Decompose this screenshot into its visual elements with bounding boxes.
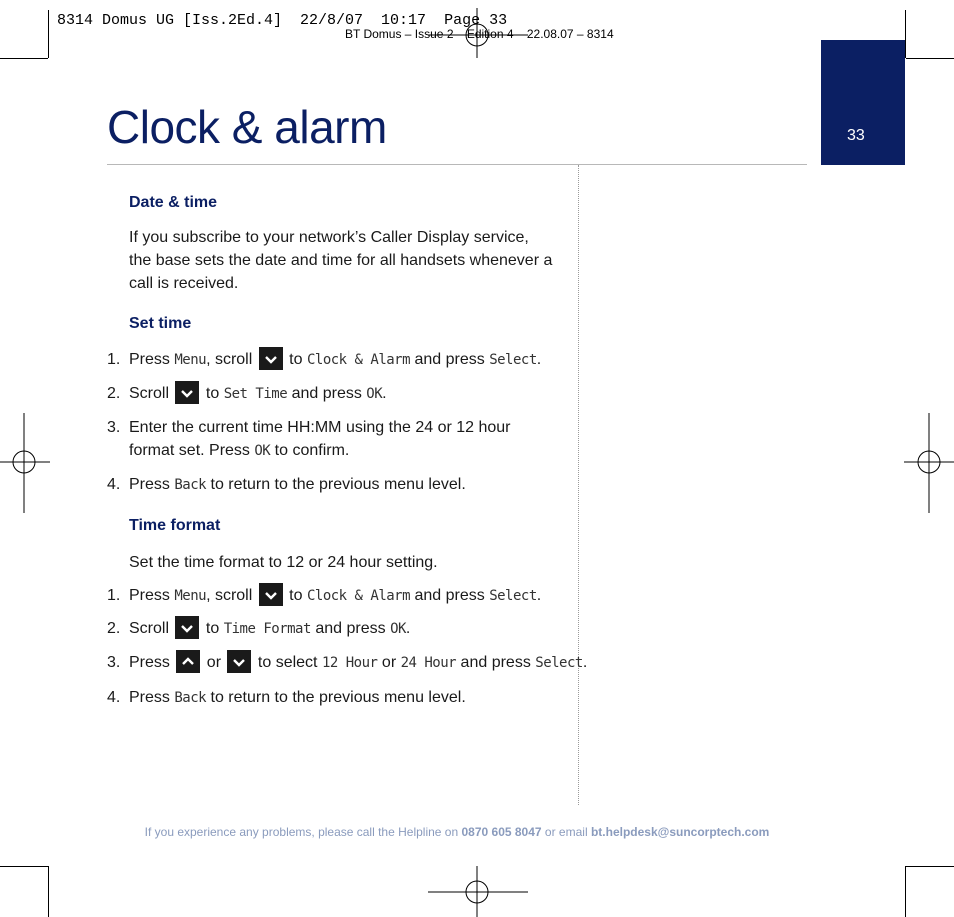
section-heading-date-time: Date & time: [129, 194, 218, 211]
step-text: Press: [129, 587, 175, 604]
step-text: and press: [410, 351, 490, 368]
ok-softkey: OK: [366, 386, 383, 402]
set-time-step-2: [107, 382, 387, 406]
section-heading-set-time: Set time: [129, 315, 192, 332]
menu-softkey: Menu: [174, 588, 207, 604]
step-text: Enter the current time HH:MM using the 24 or 12 hour: [129, 419, 511, 436]
menu-option: Time Format: [223, 621, 311, 637]
helpline-email: bt.helpdesk@suncorptech.com: [590, 825, 770, 839]
menu-softkey: Menu: [174, 352, 207, 368]
step-text: or: [377, 654, 401, 671]
time-format-intro: Set the time format to 12 or 24 hour setting.: [129, 554, 438, 571]
scroll-down-key-icon: [227, 650, 251, 673]
time-format-step-2: [107, 617, 411, 641]
step-text: Press: [129, 351, 175, 368]
scroll-down-key-icon: [259, 347, 283, 370]
step-text: to: [284, 587, 307, 604]
step-text: to return to the previous menu level.: [206, 476, 466, 493]
scroll-up-key-icon: [176, 650, 200, 673]
select-softkey: Select: [535, 655, 583, 671]
step-text: Scroll: [129, 620, 174, 637]
step-text: format set. Press: [129, 442, 255, 459]
registration-mark-bottom: [428, 866, 528, 917]
time-format-step-3: [107, 651, 588, 675]
step-number: 2.: [107, 620, 121, 637]
paragraph-line: call is received.: [129, 275, 239, 292]
step-number: 3.: [107, 654, 121, 671]
step-text: .: [536, 587, 542, 604]
step-text: Scroll: [129, 385, 174, 402]
step-text: and press: [456, 654, 536, 671]
menu-option: Clock & Alarm: [306, 588, 411, 604]
crop-mark: [906, 58, 954, 59]
set-time-step-4: [107, 473, 466, 497]
footer-text: or email: [541, 825, 591, 839]
step-text: to confirm.: [270, 442, 350, 459]
paragraph-line: the base sets the date and time for all handsets whenever a: [129, 252, 553, 269]
step-text: Press: [129, 476, 175, 493]
page-tab: [821, 40, 905, 165]
scroll-down-key-icon: [259, 583, 283, 606]
back-softkey: Back: [174, 477, 207, 493]
step-number: 1.: [107, 587, 121, 604]
crop-mark: [48, 866, 49, 917]
step-text: to: [201, 385, 224, 402]
step-text: to select: [253, 654, 322, 671]
step-text: .: [405, 620, 411, 637]
step-text: Press: [129, 654, 175, 671]
step-text: .: [382, 385, 387, 402]
helpline-phone: 0870 605 8047: [461, 825, 542, 839]
crop-mark: [0, 866, 48, 867]
column-divider: [578, 165, 579, 805]
date-time-paragraph: [129, 226, 552, 295]
option-12-hour: 12 Hour: [321, 655, 378, 671]
crop-mark: [905, 866, 906, 917]
scroll-down-key-icon: [175, 381, 199, 404]
ok-softkey: OK: [254, 443, 271, 459]
time-format-step-1: [107, 584, 542, 608]
step-text: or: [202, 654, 226, 671]
step-number: 4.: [107, 689, 121, 706]
step-text: to return to the previous menu level.: [206, 689, 466, 706]
select-softkey: Select: [489, 352, 537, 368]
step-number: 4.: [107, 476, 121, 493]
ok-softkey: OK: [390, 621, 406, 637]
menu-option: Clock & Alarm: [306, 352, 411, 368]
print-slug-secondary: BT Domus – Issue 2 – Edition 4 – 22.08.07 – 8314: [345, 27, 614, 41]
step-text: and press: [410, 587, 490, 604]
crop-mark: [0, 58, 48, 59]
time-format-step-4: [107, 686, 466, 710]
back-softkey: Back: [174, 690, 207, 706]
crop-mark: [48, 10, 49, 58]
crop-mark: [905, 10, 906, 58]
page-number: 33: [847, 127, 865, 144]
crop-mark: [906, 866, 954, 867]
menu-option: Set Time: [223, 386, 288, 402]
registration-mark-left: [0, 413, 50, 513]
step-text: Press: [129, 689, 175, 706]
section-heading-time-format: Time format: [129, 517, 221, 534]
step-text: to: [201, 620, 224, 637]
set-time-step-3: [107, 416, 511, 463]
set-time-step-1: [107, 348, 542, 372]
registration-mark-right: [904, 413, 954, 513]
select-softkey: Select: [489, 588, 537, 604]
paragraph-line: If you subscribe to your network’s Caller Display service,: [129, 229, 529, 246]
step-text: .: [582, 654, 588, 671]
step-text: to: [284, 351, 307, 368]
title-divider: [107, 164, 807, 165]
footer-helpline: [0, 825, 914, 839]
print-slug: 8314 Domus UG [Iss.2Ed.4] 22/8/07 10:17 Page 33: [57, 12, 508, 29]
step-text: , scroll: [206, 587, 257, 604]
step-text: and press: [310, 620, 391, 637]
step-number: 1.: [107, 351, 121, 368]
step-number: 3.: [107, 419, 121, 436]
step-text: and press: [287, 385, 367, 402]
step-text: , scroll: [206, 351, 257, 368]
step-text: .: [536, 351, 542, 368]
scroll-down-key-icon: [175, 616, 199, 639]
option-24-hour: 24 Hour: [400, 655, 457, 671]
step-number: 2.: [107, 385, 121, 402]
footer-text: If you experience any problems, please call the Helpline on: [144, 825, 462, 839]
page-title: Clock & alarm: [107, 101, 387, 153]
